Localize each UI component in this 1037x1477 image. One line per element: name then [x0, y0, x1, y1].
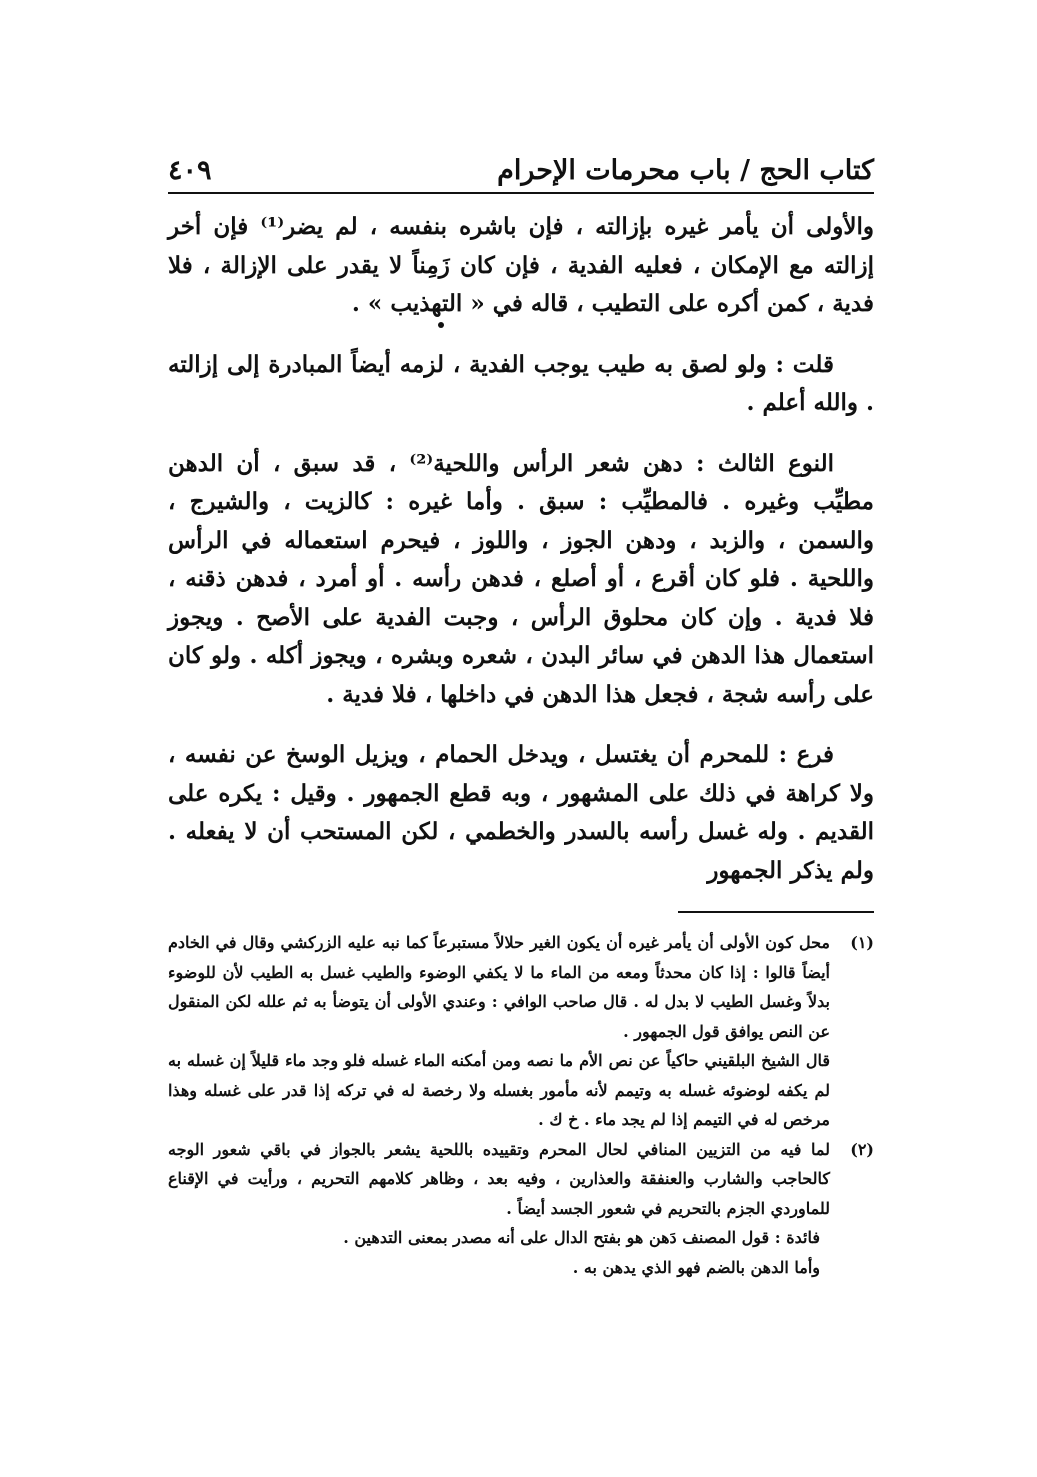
page-number: ٤٠٩	[168, 155, 212, 186]
paragraph-2: قلت : ولو لصق به طيب يوجب الفدية ، لزمه أيضاً المبادرة إلى إزالته . والله أعلم .	[168, 350, 874, 416]
footnote-text: فائدة : قول المصنف دَهن هو بفتح الدال على أنه مصدر بمعنى التدهين .	[343, 1228, 820, 1247]
footnote-number: (١)	[850, 933, 874, 952]
footnotes	[168, 928, 874, 1282]
footnote-1	[168, 928, 874, 1135]
paragraph-1: والأولى أن يأمر غيره بإزالته ، فإن باشره بنفسه ، لم يضر⁽¹⁾ فإن أخر إزالته مع الإمكان ، فعليه الفدية ، فإن كان زَمِناً لا يقدر على الإزالة ، فلا فدية ، كمن أكره على التطيب ، قاله في « التهذيب » .	[168, 213, 875, 317]
ink-dot	[438, 322, 444, 328]
footnote-text: لما فيه من التزيين المنافي لحال المحرم وتقييده باللحية يشعر بالجواز في باقي شعور الوجه كالحاجب والشارب والعنفقة والعذارين ، وفيه بعد ، وظاهر كلامهم التحريم ، ورأيت في الإقناع للماوردي الجزم بالتحريم في شعور الجسد أيضاً .	[168, 1139, 830, 1218]
paragraph-3: النوع الثالث : دهن شعر الرأس واللحية⁽²⁾ ، قد سبق ، أن الدهن مطيِّب وغيره . فالمطيِّب : سبق . وأما غيره : كالزيت ، والشيرج ، والسمن ، والزبد ، ودهن الجوز ، واللوز ، فيحرم استعماله في الرأس واللحية . فلو كان أقرع ، أو أصلع ، فدهن رأسه . أو أمرد ، فدهن ذقنه ، فلا فدية . وإن كان محلوق الرأس ، وجبت الفدية على الأصح . ويجوز استعمال هذا الدهن في سائر البدن ، شعره وبشره ، ويجوز أكله . ولو كان على رأسه شجة ، فجعل هذا الدهن في داخلها ، فلا فدية .	[168, 449, 874, 708]
footnote-number: (٢)	[850, 1139, 874, 1159]
footnote-text: وأما الدهن بالضم فهو الذي يدهن به .	[572, 1257, 820, 1277]
main-text	[168, 208, 874, 912]
footnote-rule	[678, 911, 874, 913]
footnote-text: محل كون الأولى أن يأمر غيره أن يكون الغير حلالاً مستبرعاً كما نبه عليه الزركشي وقال في الخادم أيضاً قالوا : إذا كان محدثاً ومعه من الماء ما لا يكفي الوضوء والطيب غسل به الطيب لأن للوضوء بدلاً وغسل الطيب لا بدل له . قال صاحب الوافي : وعندي الأولى أن يتوضأ به ثم علله لكن المنقول عن النص يوافق قول الجمهور .	[168, 933, 830, 1041]
footnote-2	[168, 1135, 874, 1283]
page-header	[168, 142, 874, 186]
header-rule	[168, 192, 874, 194]
footnote-text: قال الشيخ البلقيني حاكياً عن نص الأم ما نصه ومن أمكنه الماء غسله فلو وجد ماء قليلاً إن غسله به لم يكفه لوضوئه غسله به وتيمم لأنه مأمور بغسله ولا رخصة له في تركه إذا قدر على غسله وهذا مرخص له في التيمم إذا لم يجد ماء . خ ك .	[168, 1051, 831, 1129]
paragraph-4: فرع : للمحرم أن يغتسل ، ويدخل الحمام ، ويزيل الوسخ عن نفسه ، ولا كراهة في ذلك على المشهور ، وبه قطع الجمهور . وقيل : يكره على القديم . وله غسل رأسه بالسدر والخطمي ، لكن المستحب أن لا يفعله . ولم يذكر الجمهور	[168, 741, 874, 884]
running-title: كتاب الحج / باب محرمات الإحرام	[497, 155, 874, 186]
